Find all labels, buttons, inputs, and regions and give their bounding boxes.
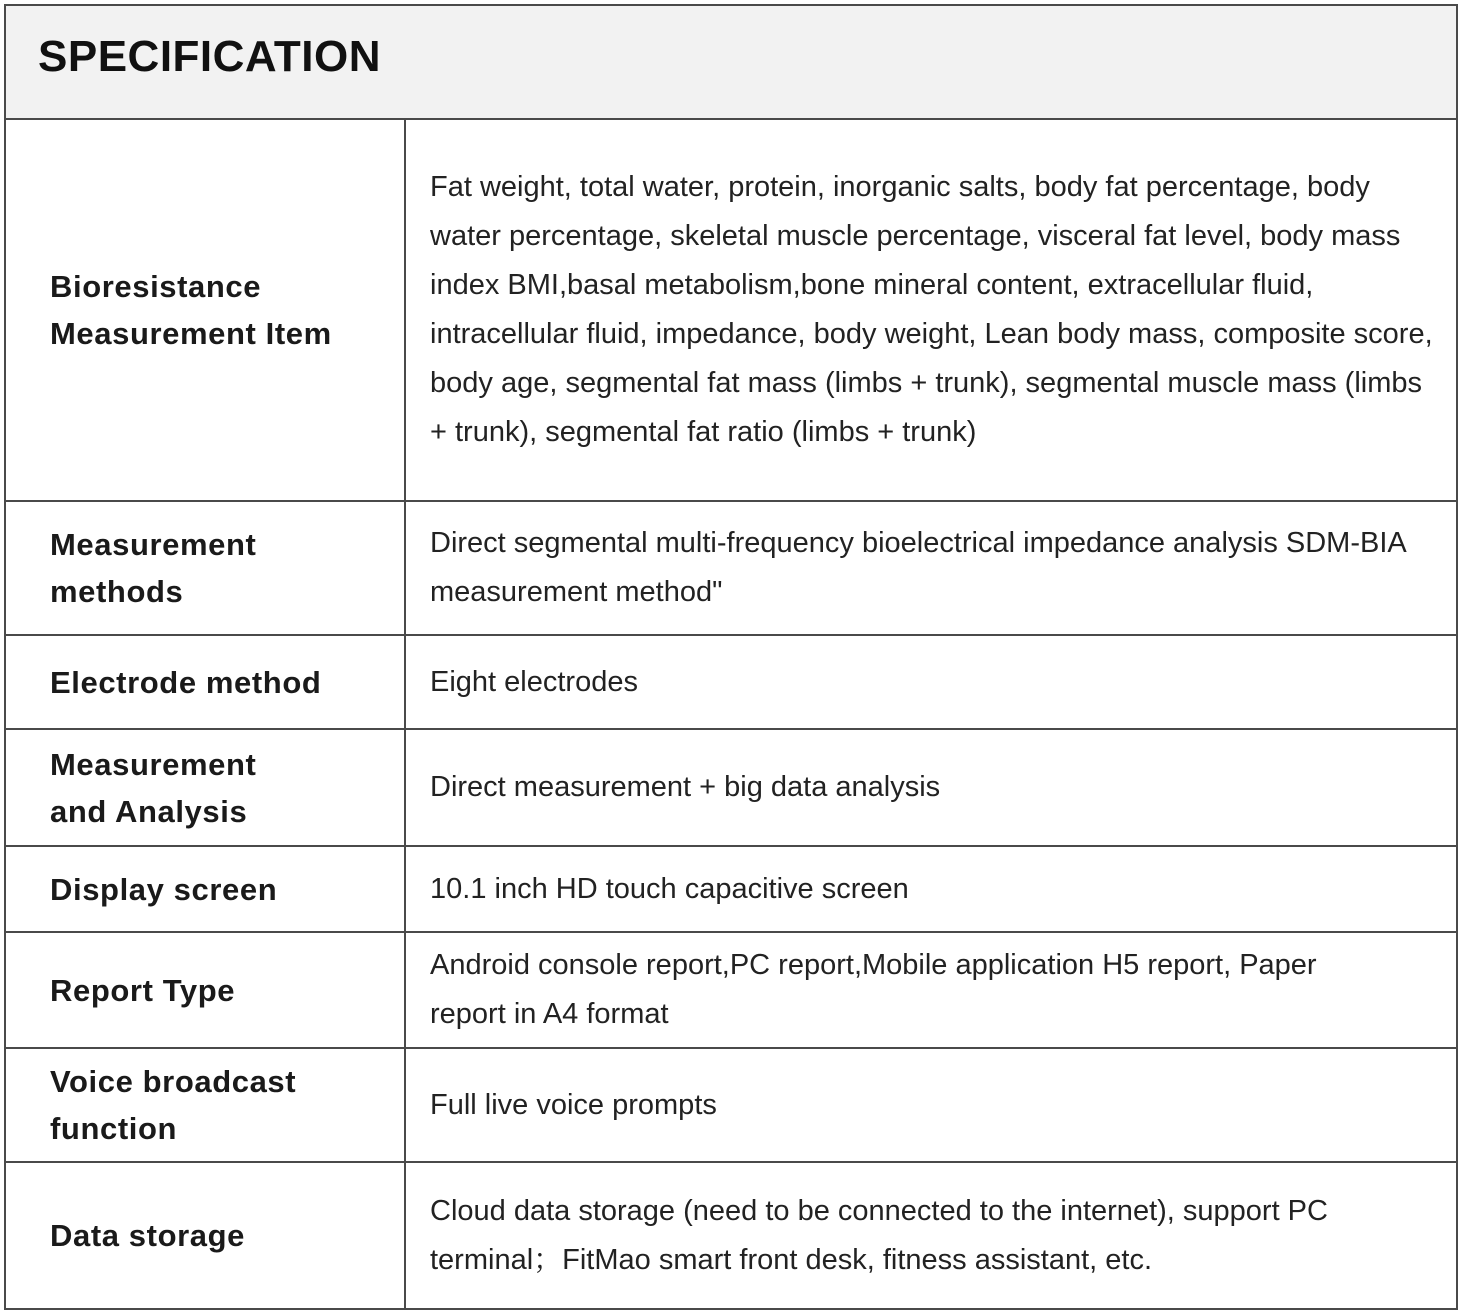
row-label-text: Measurement methods: [50, 527, 257, 609]
row-label-text: Bioresistance Measurement Item: [50, 269, 332, 351]
row-value-text: Cloud data storage (need to be connected to the internet), support PC terminal；FitMao smart front desk, fitness assistant, etc.: [430, 1194, 1328, 1276]
page-title: SPECIFICATION: [38, 32, 382, 81]
row-value: [406, 120, 1456, 500]
row-value-text: Fat weight, total water, protein, inorganic salts, body fat percentage, body water percentage, skeletal muscle percentage, visceral fat level, body mass index BMI,basal metabolism,bone mineral content, extracellular fluid, intracellular fluid, impedance, body weight, Lean body mass, composite score, body age, segmental fat mass (limbs + trunk), segmental muscle mass (limbs + trunk), segmental fat ratio (limbs + trunk): [430, 171, 1433, 448]
table-row: [6, 730, 1456, 847]
row-label: [6, 502, 406, 634]
row-value-text: Eight electrodes: [430, 665, 638, 698]
row-label-text: Report Type: [50, 972, 236, 1008]
row-label: [6, 933, 406, 1047]
table-row: [6, 120, 1456, 502]
table-header: [6, 6, 1456, 120]
row-value: [406, 1049, 1456, 1161]
row-label-text: Display screen: [50, 871, 278, 907]
row-label-text: Electrode method: [50, 664, 322, 700]
row-value: [406, 933, 1456, 1047]
row-value: [406, 847, 1456, 931]
row-value: [406, 1163, 1456, 1308]
table-row: [6, 636, 1456, 730]
row-value-text: Full live voice prompts: [430, 1088, 717, 1121]
row-value: [406, 730, 1456, 845]
row-value: [406, 502, 1456, 634]
table-row: [6, 502, 1456, 636]
row-label: [6, 847, 406, 931]
row-value-text: Direct measurement + big data analysis: [430, 771, 941, 803]
row-label: [6, 1163, 406, 1308]
row-value-text: Direct segmental multi-frequency bioelectrical impedance analysis SDM-BIA measurement method": [430, 527, 1406, 608]
table-row: [6, 847, 1456, 933]
row-label: [6, 120, 406, 500]
table-row: [6, 933, 1456, 1049]
specification-table: [4, 4, 1458, 1310]
table-row: [6, 1163, 1456, 1308]
row-value-text: 10.1 inch HD touch capacitive screen: [430, 872, 909, 905]
row-label: [6, 636, 406, 728]
row-label-text: Data storage: [50, 1218, 245, 1253]
row-label-text: Voice broadcast function: [50, 1064, 297, 1146]
row-label: [6, 1049, 406, 1161]
row-label-text: Measurement and Analysis: [50, 746, 257, 829]
row-value-text: Android console report,PC report,Mobile application H5 report, Paper report in A4 format: [430, 949, 1317, 1030]
row-label: [6, 730, 406, 845]
table-row: [6, 1049, 1456, 1163]
row-value: [406, 636, 1456, 728]
